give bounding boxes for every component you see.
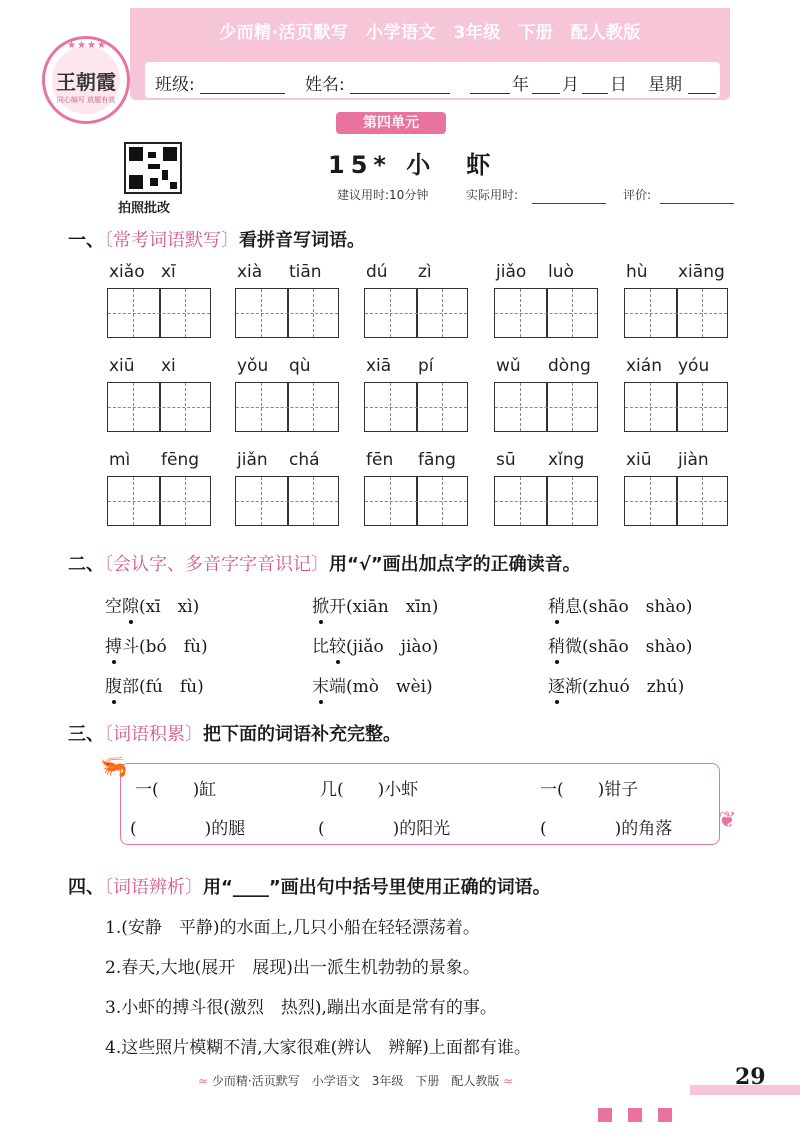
pinyin-syllable: yóu: [678, 356, 710, 376]
fill-item[interactable]: ( )的角落: [540, 819, 673, 839]
reading-options[interactable]: (bó fù): [139, 637, 208, 657]
decor-square: [658, 1108, 672, 1122]
reading-options[interactable]: (jiǎo jiào): [346, 637, 439, 657]
dotted-char: 逐: [548, 677, 565, 697]
writing-grid[interactable]: [107, 288, 211, 338]
section4-heading: [68, 873, 551, 899]
writing-grid[interactable]: [235, 476, 339, 526]
section3-tag: 〔词语积累〕: [104, 724, 203, 745]
section2-number: 二、: [68, 554, 104, 575]
day-field[interactable]: [582, 93, 608, 94]
seaweed-icon: ❦: [718, 808, 737, 833]
dotted-char: 稍: [548, 637, 565, 657]
section3-number: 三、: [68, 724, 104, 745]
name-field[interactable]: [350, 93, 450, 94]
pinyin-syllable: xià: [237, 262, 263, 282]
writing-grid[interactable]: [107, 476, 211, 526]
pinyin-syllable: dòng: [548, 356, 591, 376]
reading-item[interactable]: 稍微(shāo shào): [548, 637, 693, 657]
section1-number: 一、: [68, 230, 104, 251]
writing-grid[interactable]: [494, 382, 598, 432]
reading-options[interactable]: (zhuó zhú): [582, 677, 685, 697]
actual-time-label: 实际用时:: [466, 188, 519, 202]
footer-text: 少而精·活页默写 小学语文 3年级 下册 配人教版: [211, 1074, 500, 1088]
section4-instruction: 用“____”画出句中括号里使用正确的词语。: [203, 877, 551, 898]
sentence-item[interactable]: 3.小虾的搏斗很(激烈 热烈),蹦出水面是常有的事。: [105, 998, 497, 1018]
reading-item[interactable]: 末端(mò wèi): [312, 677, 433, 697]
reading-item[interactable]: 空隙(xī xì): [105, 597, 200, 617]
writing-grid[interactable]: [364, 288, 468, 338]
pinyin-syllable: fēn: [366, 450, 394, 470]
section2-instruction: 用“√”画出加点字的正确读音。: [329, 554, 581, 575]
pinyin-syllable: sū: [496, 450, 516, 470]
section2-heading: [68, 550, 581, 576]
dotted-char: 腹: [105, 677, 122, 697]
pinyin-syllable: fāng: [418, 450, 456, 470]
section4-tag: 〔词语辨析〕: [104, 877, 203, 898]
rating-field[interactable]: [660, 203, 734, 204]
pinyin-syllable: xiā: [366, 356, 392, 376]
reading-item[interactable]: 掀开(xiān xīn): [312, 597, 439, 617]
reading-item[interactable]: 腹部(fú fù): [105, 677, 204, 697]
reading-item[interactable]: 逐渐(zhuó zhú): [548, 677, 685, 697]
writing-grid[interactable]: [107, 382, 211, 432]
dotted-char: 较: [329, 637, 346, 657]
section3-instruction: 把下面的词语补充完整。: [203, 724, 401, 745]
section2-tag: 〔会认字、多音字字音识记〕: [104, 554, 329, 575]
pinyin-syllable: xián: [626, 356, 662, 376]
footer: [198, 1072, 513, 1089]
pinyin-syllable: hù: [626, 262, 648, 282]
reading-options[interactable]: (mò wèi): [346, 677, 433, 697]
section3-heading: [68, 720, 401, 746]
dotted-char: 隙: [122, 597, 139, 617]
wave-icon: ≈: [503, 1074, 514, 1088]
writing-grid[interactable]: [364, 476, 468, 526]
pinyin-syllable: yǒu: [237, 356, 269, 376]
name-label: 姓名:: [305, 75, 345, 95]
writing-grid[interactable]: [624, 382, 728, 432]
pinyin-syllable: dú: [366, 262, 388, 282]
pinyin-syllable: jiàn: [678, 450, 709, 470]
fill-item[interactable]: ( )的腿: [130, 819, 246, 839]
reading-options[interactable]: (xī xì): [139, 597, 200, 617]
sentence-item[interactable]: 2.春天,大地(展开 展现)出一派生机勃勃的景象。: [105, 958, 480, 978]
shrimp-icon: 🦐: [100, 755, 128, 780]
decor-square: [598, 1108, 612, 1122]
pinyin-syllable: xiāng: [678, 262, 725, 282]
pinyin-syllable: chá: [289, 450, 320, 470]
writing-grid[interactable]: [364, 382, 468, 432]
writing-grid[interactable]: [235, 288, 339, 338]
dotted-char: 稍: [548, 597, 565, 617]
pinyin-syllable: pí: [418, 356, 434, 376]
reading-item[interactable]: 稍息(shāo shào): [548, 597, 693, 617]
dotted-char: 搏: [105, 637, 122, 657]
logo-text: 王朝霞: [56, 70, 116, 94]
writing-grid[interactable]: [494, 476, 598, 526]
pinyin-syllable: zì: [418, 262, 432, 282]
pinyin-syllable: xī: [161, 262, 176, 282]
pinyin-syllable: wǔ: [496, 356, 521, 376]
writing-grid[interactable]: [624, 476, 728, 526]
writing-grid[interactable]: [235, 382, 339, 432]
reading-options[interactable]: (fú fù): [139, 677, 204, 697]
month-label: 月: [562, 75, 579, 95]
fill-item[interactable]: 一( )钳子: [540, 780, 639, 800]
reading-options[interactable]: (xiān xīn): [346, 597, 439, 617]
sentence-item[interactable]: 4.这些照片模糊不清,大家很难(辨认 辨解)上面都有谁。: [105, 1038, 531, 1058]
reading-options[interactable]: (shāo shào): [582, 597, 693, 617]
year-field[interactable]: [470, 93, 510, 94]
suggested-time: 建议用时:10分钟: [337, 188, 429, 202]
series-title: 少而精·活页默写 小学语文 3年级 下册 配人教版: [219, 23, 641, 43]
rating-label: 评价:: [623, 188, 652, 202]
pinyin-syllable: qù: [289, 356, 311, 376]
class-field[interactable]: [200, 93, 285, 94]
unit-tab: 第四单元: [336, 112, 446, 134]
month-field[interactable]: [532, 93, 560, 94]
qr-caption: 拍照批改: [118, 201, 171, 216]
pinyin-syllable: jiǎo: [496, 262, 527, 282]
actual-time-field[interactable]: [532, 203, 606, 204]
lesson-title: 15* 小 虾: [328, 151, 497, 179]
class-label: 班级:: [155, 75, 195, 95]
decor-square: [628, 1108, 642, 1122]
pinyin-syllable: tiān: [289, 262, 322, 282]
day-label: 日: [610, 75, 627, 95]
crown-icon: ★★★★: [67, 40, 107, 51]
pinyin-syllable: xǐng: [548, 450, 585, 470]
sentence-item[interactable]: 1.(安静 平静)的水面上,几只小船在轻轻漂荡着。: [105, 918, 480, 938]
pinyin-syllable: xiū: [626, 450, 652, 470]
section1-heading: [68, 226, 365, 252]
reading-options[interactable]: (shāo shào): [582, 637, 693, 657]
dotted-char: 掀: [312, 597, 329, 617]
section4-number: 四、: [68, 877, 104, 898]
section1-tag: 〔常考词语默写〕: [104, 230, 239, 251]
week-label: 星期: [648, 75, 682, 95]
wave-icon: ≈: [198, 1074, 209, 1088]
pinyin-syllable: mì: [109, 450, 131, 470]
dotted-char: 末: [312, 677, 329, 697]
qr-code-icon[interactable]: [124, 142, 182, 194]
section1-instruction: 看拼音写词语。: [239, 230, 365, 251]
page-number: 29: [735, 1064, 766, 1090]
year-label: 年: [512, 75, 529, 95]
fill-item[interactable]: ( )的阳光: [318, 819, 451, 839]
fill-item[interactable]: 一( )缸: [135, 780, 217, 800]
writing-grid[interactable]: [624, 288, 728, 338]
pinyin-syllable: jiǎn: [237, 450, 268, 470]
pinyin-syllable: fēng: [161, 450, 200, 470]
fill-item[interactable]: 几( )小虾: [320, 780, 419, 800]
pinyin-syllable: xi: [161, 356, 176, 376]
pinyin-syllable: luò: [548, 262, 574, 282]
pinyin-syllable: xiū: [109, 356, 135, 376]
writing-grid[interactable]: [494, 288, 598, 338]
pinyin-syllable: xiǎo: [109, 262, 145, 282]
logo-subtext: 同心编写 放题有效: [56, 96, 116, 104]
reading-item[interactable]: 搏斗(bó fù): [105, 637, 208, 657]
reading-item[interactable]: 比较(jiǎo jiào): [312, 637, 439, 657]
week-field[interactable]: [688, 93, 716, 94]
